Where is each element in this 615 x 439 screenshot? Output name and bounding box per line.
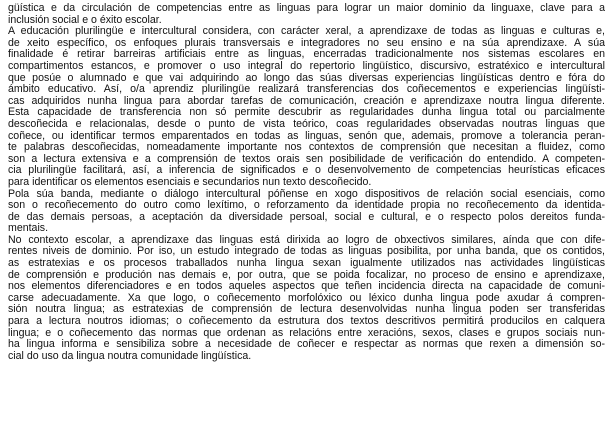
text-line: No contexto escolar, a aprendizaxe das linguas está dirixida ao logro de obxectivos similares, aínda que con dife- [8,234,605,246]
text-line: Pola súa banda, mediante o diálogo intercultural póñense en xogo dispositivos de relación social esenciais, como [8,188,605,200]
text-line: para identificar os elementos esenciais e secundarios nun texto descoñecido. [8,176,372,188]
text-line: cas adquiridos nunha lingua para abordar tarefas de comunicación, creación e aprendizaxe noutra lingua diferente. [8,95,605,107]
text-line: ámbito educativo. Así, o/a aprendiz plurilingüe realizará transferencias dos coñecementos e experiencias lingüísti- [8,84,605,96]
text-line: lingua; e o coñecemento das normas que ordenan as relacións entre xeracións, sexos, clases e grupos sociais nun- [8,327,605,339]
text-line: que posúe o alumnado e que vai adquirindo ao longo das súas diversas experiencias lingüísticas dentro e fóra do [8,72,605,84]
text-line: compartimentos estancos, e promover o uso integral do repertorio lingüístico, discursivo, estratéxico e intercultural [8,60,605,72]
text-line: carse adecuadamente. Xa que logo, o coñecemento morfolóxico ou léxico dunha lingua pode axudar á compren- [8,292,605,304]
text-line: inclusión social e o éxito escolar. [8,14,162,26]
text-line: son o recoñecemento do outro como lexítimo, o reforzamento da identidade propia no recoñecemento da identida- [8,200,605,212]
text-line: A educación plurilingüe e intercultural considera, con carácter xeral, a aprendizaxe de todas as linguas e culturas e, [8,26,605,38]
paragraph-4 [8,235,605,363]
text-line: nos elementos diferenciadores e en todos aqueles aspectos que teñen incidencia directa na capacidade de comuni- [8,281,605,293]
text-line: ha lingua informa e sensibiliza sobre a necesidade de coñecer e respectar as normas que rexen a dimensión so- [8,339,605,351]
text-line: son a lectura extensiva e a comprensión de textos orais sen posibilidade de verificación do entendido. A competen- [8,153,605,165]
text-line: descoñecida e relacionalas, desde o punto de vista teórico, coas regularidades observadas noutras linguas que [8,118,605,130]
text-line: Esta capacidade de transferencia non só permite descubrir as regularidades dunha lingua total ou parcialmente [8,107,605,119]
text-line: as estratexias e os procesos traballados nunha lingua sexan igualmente utilizados nas actividades lingüísticas [8,258,605,270]
paragraph-3 [8,189,605,235]
text-line: finalidade é retirar barreiras artificiais entre as linguas, encerradas tradicionalmente nos sistemas escolares en [8,49,605,61]
text-line: de das demais persoas, a aceptación da diversidade persoal, social e cultural, e o respecto polos dereitos funda- [8,211,605,223]
text-line: para a lectura noutros idiomas; o coñecemento da estrutura dos textos descritivos permitirá producilos en calquera [8,316,605,328]
text-line: te palabras descoñecidas, nomeadamente importante nos contextos de comprensión que necesitan a fluidez, como [8,142,605,154]
text-line: sión noutra lingua; as estratexias de comprensión de lectura desenvolvidas nunha lingua poden ser transferidas [8,304,605,316]
paragraph-1 [8,3,605,26]
text-line: de xeito específico, os enfoques plurais transversais e integradores no seu ensino e na súa aprendizaxe. A súa [8,37,605,49]
text-line: coñece, ou identificar termos emparentados en todas as linguas, senón que, ademais, promove a tolerancia peran- [8,130,605,142]
text-line: rentes niveis de dominio. Por iso, un estudo integrado de todas as linguas posibilita, por unha banda, que os contidos, [8,246,605,258]
text-line: mentais. [8,223,49,235]
text-line: cial do uso da lingua noutra comunidade lingüística. [8,350,252,362]
text-line: güística e da circulación de competencias entre as linguas para lograr un maior dominio da linguaxe, clave para a [8,3,605,14]
paragraph-2 [8,26,605,188]
text-line: de comprensión e produción nas demais e, por outra, que se poida focalizar, no proceso de ensino e aprendizaxe, [8,269,605,281]
text-line: cia plurilingüe facilitará, así, a inferencia de significados e o desenvolvemento de competencias heurísticas eficaces [8,165,605,177]
